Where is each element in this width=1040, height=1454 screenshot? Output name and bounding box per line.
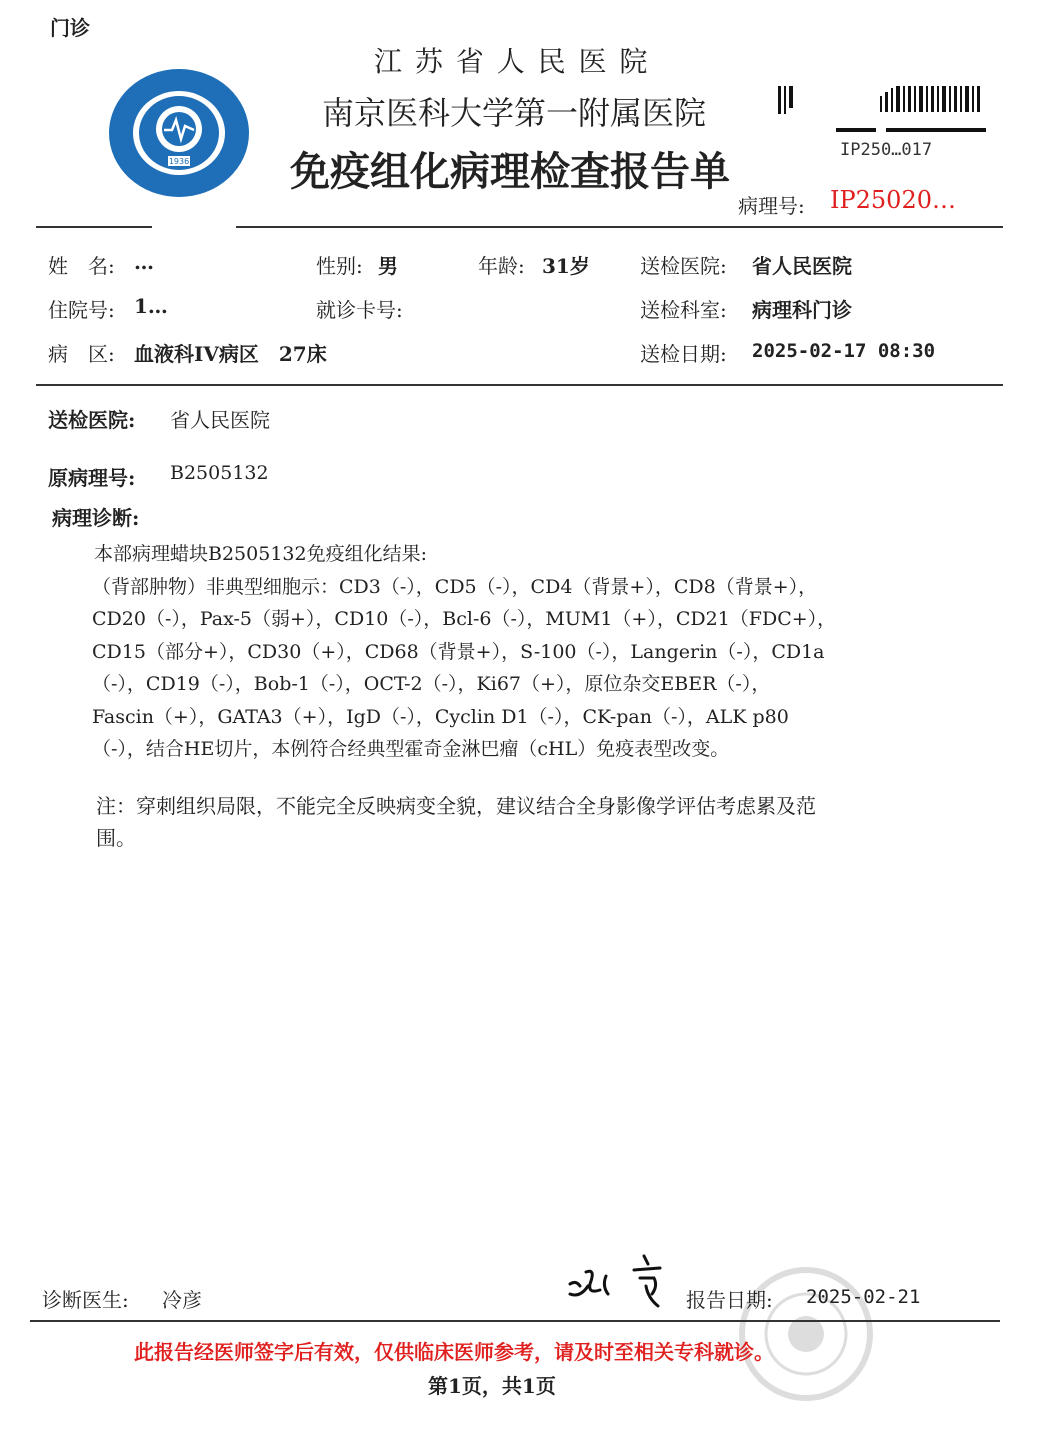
doctor-value: 冷彦 [162,1288,202,1312]
original-pathology-no-value: B2505132 [170,462,269,484]
diagnosis-text [92,538,836,766]
validity-warning: 此报告经医师签字后有效，仅供临床医师参考，请及时至相关专科就诊。 [134,1340,774,1364]
hospital-name-line1: 江 苏 省 人 民 医 院 [374,45,650,78]
original-pathology-no-label: 原病理号: [48,466,136,490]
diagnosis-line: CD20（-），Pax-5（弱+），CD10（-），Bcl-6（-），MUM1（+），CD21（FDC+）， [92,608,837,630]
submit-date-label: 送检日期: [640,342,727,366]
outpatient-tag: 门诊 [50,16,90,40]
patient-info-divider [36,384,1003,386]
submitting-hospital-value: 省人民医院 [752,254,852,278]
department-label: 送检科室: [640,298,727,322]
doctor-label: 诊断医生: [42,1288,129,1312]
diagnosis-line: 本部病理蜡块B2505132免疫组化结果: [94,543,427,565]
note-line: 围。 [96,826,136,850]
diagnosis-line: CD15（部分+），CD30（+），CD68（背景+），S-100（-），Langerin（-），CD1a [92,640,825,663]
report-date-label: 报告日期: [686,1288,773,1312]
diagnosis-line: （背部肿物）非典型细胞示：CD3（-），CD5（-），CD4（背景+），CD8（背景+）， [92,575,818,598]
pathology-diagnosis-label: 病理诊断: [52,506,140,530]
diagnosis-line: （-），结合HE切片，本例符合经典型霍奇金淋巴瘤（cHL）免疫表型改变。 [92,738,730,760]
page-info: 第1页，共1页 [428,1374,556,1398]
note-line: 注：穿刺组织局限，不能完全反映病变全貌，建议结合全身影像学评估考虑累及范 [96,794,816,818]
footer-divider [30,1320,1000,1322]
admission-no-value: 1… [134,294,168,318]
gender-value: 男 [378,254,398,278]
department-value: 病理科门诊 [752,298,852,322]
diagnosis-line: Fascin（+），GATA3（+），IgD（-），Cyclin D1（-），CK-pan（-），ALK p80 [92,705,789,728]
submitting-hospital-label: 送检医院: [640,254,727,278]
barcode [776,82,988,136]
name-label: 姓 名: [48,254,115,278]
report-title: 免疫组化病理检查报告单 [290,148,730,195]
name-value: … [134,250,154,274]
report-date-value: 2025-02-21 [806,1286,921,1308]
card-no-label: 就诊卡号: [316,298,403,322]
hospital-logo [106,66,252,200]
age-value: 31岁 [542,254,590,278]
submit-date-value: 2025-02-17 08:30 [752,340,936,362]
barcode-text: IP250…017 [840,140,933,160]
ward-value: 血液科IV病区 27床 [134,342,327,366]
header-divider-right [236,226,1003,228]
gender-label: 性别: [316,254,363,278]
header-divider-left [36,226,152,228]
sent-hospital-value: 省人民医院 [170,408,270,432]
pathology-no-value: IP25020… [830,186,956,214]
age-label: 年龄: [478,254,525,278]
sent-hospital-label: 送检医院: [48,408,136,432]
pathology-no-label: 病理号: [738,194,805,218]
hospital-name-line2: 南京医科大学第一附属医院 [322,94,707,132]
doctor-signature [566,1250,676,1310]
svg-text:1936: 1936 [168,157,190,166]
note-text [96,790,816,854]
admission-no-label: 住院号: [48,298,115,322]
ward-label: 病 区: [48,342,115,366]
diagnosis-line: （-），CD19（-），Bob-1（-），OCT-2（-），Ki67（+），原位杂交EBER（-）， [92,673,771,695]
